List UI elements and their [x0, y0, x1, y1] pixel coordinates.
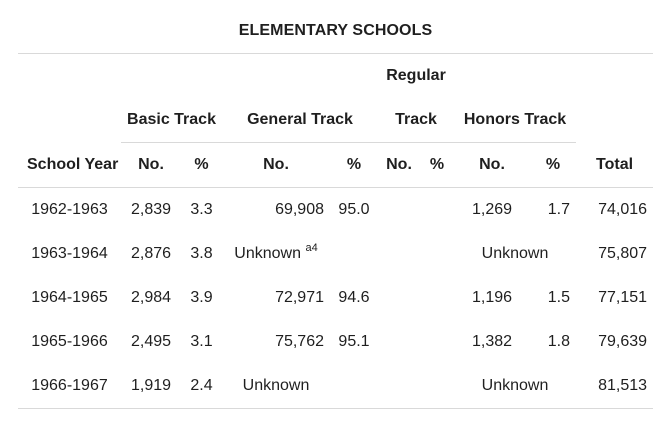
- footnote-marker: a4: [305, 242, 318, 254]
- enrollment-table: [18, 54, 653, 409]
- header-row-groups: [18, 98, 653, 143]
- basic-pct-cell: 3.1: [190, 333, 213, 350]
- honors-pct-cell: 1.7: [547, 201, 571, 218]
- basic-track-header: Basic Track: [121, 98, 222, 143]
- table-row: [18, 188, 653, 233]
- school-year-header: School Year: [18, 143, 121, 188]
- table-row: [18, 364, 653, 409]
- regular-pct-header: %: [420, 143, 454, 188]
- general-no-cell: 72,971: [275, 289, 324, 306]
- regular-pct-cell: [420, 276, 454, 320]
- general-pct-cell: 94.6: [338, 289, 370, 306]
- general-no-cell: [222, 232, 330, 276]
- honors-no-header: No.: [454, 143, 530, 188]
- total-header: Total: [576, 143, 653, 188]
- table-caption: ELEMENTARY SCHOOLS: [18, 8, 653, 54]
- basic-no-cell: 1,919: [121, 364, 181, 409]
- school-year-cell: 1965-1966: [31, 333, 108, 350]
- basic-pct-cell: 3.9: [190, 289, 213, 306]
- honors-pct-cell: 1.5: [547, 289, 571, 306]
- general-pct-header: %: [330, 143, 378, 188]
- regular-no-cell: [378, 276, 420, 320]
- regular-no-cell: [378, 364, 420, 409]
- honors-no-cell: 1,269: [471, 201, 513, 218]
- general-pct-cell: 95.0: [338, 201, 370, 218]
- total-cell: 79,639: [598, 333, 648, 350]
- honors-no-cell: 1,196: [471, 289, 513, 306]
- total-cell: 77,151: [598, 289, 648, 306]
- general-no-cell: Unknown: [222, 364, 330, 409]
- general-pct-cell: [330, 364, 378, 409]
- honors-pct-cell: 1.8: [547, 333, 571, 350]
- school-year-cell: 1964-1965: [31, 289, 108, 306]
- basic-no-cell: 2,984: [130, 289, 172, 306]
- regular-no-cell: [378, 320, 420, 364]
- basic-pct-cell: 3.3: [190, 201, 213, 218]
- regular-pct-cell: [420, 364, 454, 409]
- basic-no-cell: 2,876: [130, 245, 172, 262]
- total-cell: 74,016: [598, 201, 648, 218]
- general-no-cell: 75,762: [275, 333, 324, 350]
- total-cell: 75,807: [598, 245, 648, 262]
- basic-pct-cell: 2.4: [181, 364, 222, 409]
- honors-no-cell: Unknown: [481, 245, 549, 262]
- regular-no-header: No.: [378, 143, 420, 188]
- regular-pct-cell: [420, 188, 454, 233]
- regular-pct-cell: [420, 232, 454, 276]
- basic-pct-cell: 3.8: [190, 245, 213, 262]
- table-row: [18, 276, 653, 320]
- general-no-value: Unknown: [234, 245, 301, 262]
- regular-track-line2: Track: [378, 98, 454, 143]
- regular-pct-cell: [420, 320, 454, 364]
- general-pct-cell: [330, 232, 378, 276]
- school-year-cell: 1966-1967: [18, 364, 121, 409]
- enrollment-table-container: [18, 8, 653, 409]
- general-no-header: No.: [222, 143, 330, 188]
- honors-no-cell: Unknown: [454, 364, 576, 409]
- regular-no-cell: [378, 188, 420, 233]
- basic-no-cell: 2,839: [130, 201, 172, 218]
- basic-pct-header: %: [181, 143, 222, 188]
- header-row-top: [18, 54, 653, 98]
- general-no-cell: 69,908: [275, 201, 324, 218]
- honors-pct-header: %: [530, 143, 576, 188]
- honors-track-header: Honors Track: [454, 98, 576, 143]
- school-year-cell: 1963-1964: [31, 245, 108, 262]
- total-cell: 81,513: [576, 364, 653, 409]
- regular-track-line1: Regular: [386, 67, 446, 84]
- regular-no-cell: [378, 232, 420, 276]
- school-year-cell: 1962-1963: [31, 201, 108, 218]
- general-track-header: General Track: [222, 98, 378, 143]
- honors-no-cell: 1,382: [471, 333, 513, 350]
- header-row-columns: [18, 143, 653, 188]
- basic-no-cell: 2,495: [130, 333, 172, 350]
- basic-no-header: No.: [121, 143, 181, 188]
- general-pct-cell: 95.1: [338, 333, 370, 350]
- table-row: [18, 320, 653, 364]
- table-row: [18, 232, 653, 276]
